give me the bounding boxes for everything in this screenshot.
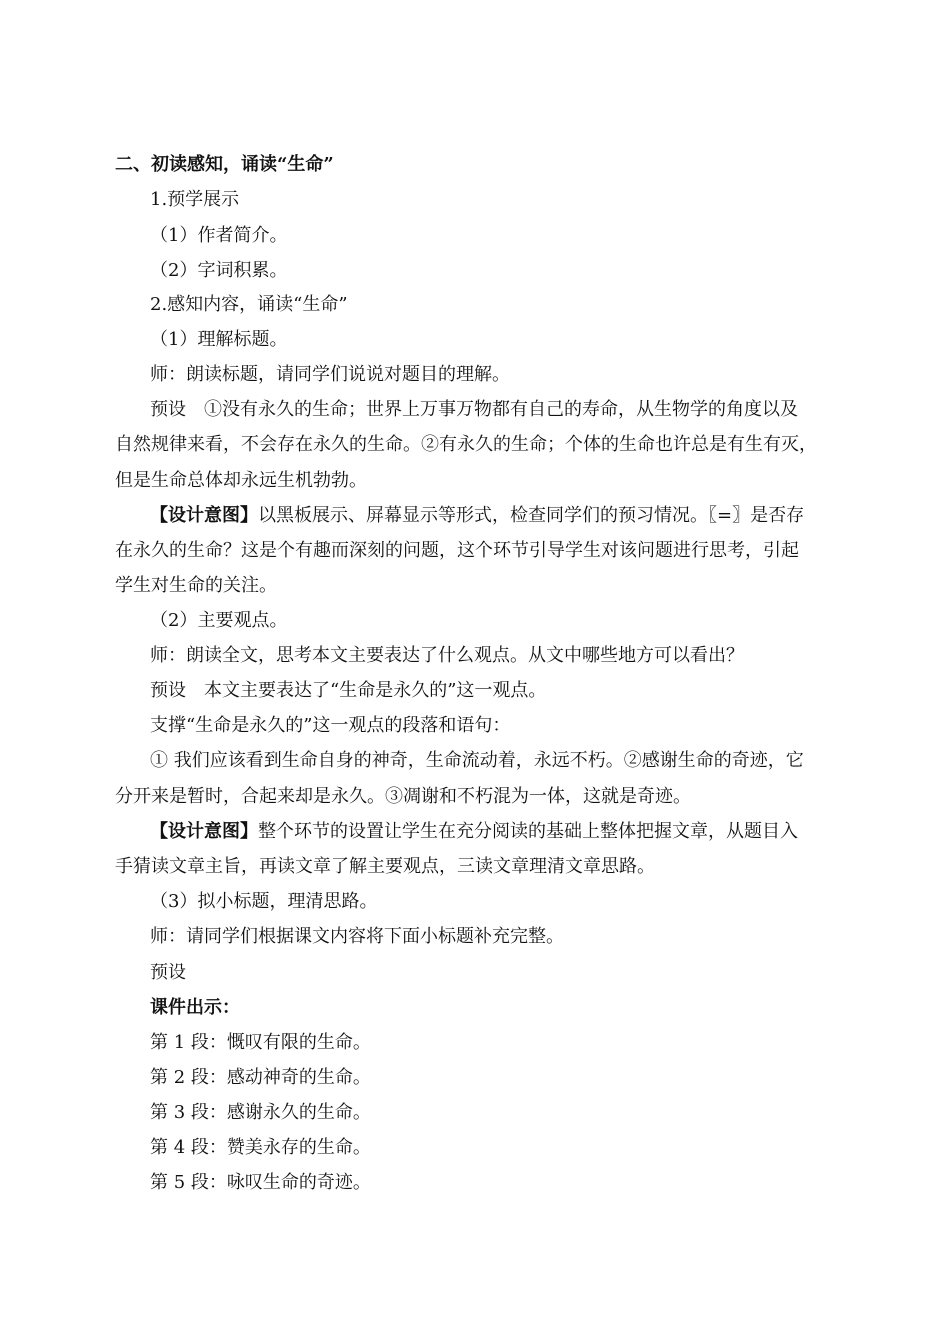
design-intent-2-line-1 <box>0 820 950 844</box>
design-intent-2-text: 整个环节的设置让学生在充分阅读的基础上整体把握文章，从题目入 <box>258 821 798 842</box>
prelearn-item-vocab: （2）字词积累。 <box>150 260 288 281</box>
preset-1-line-2: 自然规律来看，不会存在永久的生命。②有永久的生命；个体的生命也许总是有生有灭， <box>115 434 817 455</box>
support-intro: 支撑“生命是永久的”这一观点的段落和语句： <box>150 715 511 736</box>
preset-2: 预设 本文主要表达了“生命是永久的”这一观点。 <box>150 680 547 701</box>
prelearn-item-author: （1）作者简介。 <box>150 225 288 246</box>
prelearn-title: 1.预学展示 <box>150 189 240 210</box>
paragraph-item: 第 1 段：慨叹有限的生命。 <box>150 1032 371 1053</box>
sub-heading-title: （1）理解标题。 <box>150 329 288 350</box>
design-intent-1-line-2: 在永久的生命？这是个有趣而深刻的问题，这个环节引导学生对该问题进行思考，引起 <box>115 540 799 561</box>
sub-heading-viewpoint: （2）主要观点。 <box>150 610 288 631</box>
design-intent-2-line-2: 手猜读文章主旨，再读文章了解主要观点，三读文章理清文章思路。 <box>115 856 655 877</box>
design-intent-label: 【设计意图】 <box>150 821 258 842</box>
support-line-1: ① 我们应该看到生命自身的神奇，生命流动着，永远不朽。②感谢生命的奇迹，它 <box>150 750 804 771</box>
preset-1-line-3: 但是生命总体却永远生机勃勃。 <box>115 470 367 491</box>
paragraph-item: 第 3 段：感谢永久的生命。 <box>150 1102 371 1123</box>
teacher-prompt-3: 师：请同学们根据课文内容将下面小标题补充完整。 <box>150 926 564 947</box>
paragraph-item: 第 2 段：感动神奇的生命。 <box>150 1067 371 1088</box>
paragraph-item: 第 5 段：咏叹生命的奇迹。 <box>150 1172 371 1193</box>
teacher-prompt-2: 师：朗读全文，思考本文主要表达了什么观点。从文中哪些地方可以看出？ <box>150 645 744 666</box>
support-line-2: 分开来是暂时，合起来却是永久。③凋谢和不朽混为一体，这就是奇迹。 <box>115 786 691 807</box>
section-heading: 二、初读感知，诵读“生命” <box>115 154 334 175</box>
design-intent-label: 【设计意图】 <box>150 505 258 526</box>
design-intent-1-line-3: 学生对生命的关注。 <box>115 575 277 596</box>
paragraph-item: 第 4 段：赞美永存的生命。 <box>150 1137 371 1158</box>
perceive-title: 2.感知内容，诵读“生命” <box>150 294 348 315</box>
design-intent-1-text: 以黑板展示、屏幕显示等形式，检查同学们的预习情况。〖=〗是否存 <box>258 505 805 526</box>
sub-heading-subtitles: （3）拟小标题，理清思路。 <box>150 891 378 912</box>
courseware-label: 课件出示： <box>150 997 240 1018</box>
preset-3: 预设 <box>150 962 186 983</box>
preset-1-line-1: 预设 ①没有永久的生命；世界上万事万物都有自己的寿命，从生物学的角度以及 <box>150 399 798 420</box>
teacher-prompt-1: 师：朗读标题，请同学们说说对题目的理解。 <box>150 364 510 385</box>
design-intent-1-line-1 <box>0 504 950 528</box>
